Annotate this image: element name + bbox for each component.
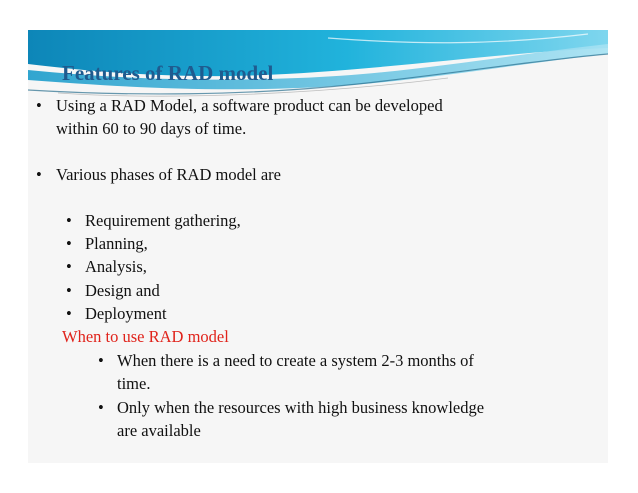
- when-point-1-line-2: time.: [117, 374, 151, 393]
- phase-item: Planning,: [85, 234, 148, 253]
- point-1-line-2: within 60 to 90 days of time.: [56, 119, 247, 138]
- point-2-line-1: Various phases of RAD model are: [56, 165, 281, 184]
- bullet-marker: •: [66, 234, 72, 253]
- when-to-use-heading: When to use RAD model: [62, 327, 229, 346]
- bullet-marker: •: [36, 165, 42, 184]
- phase-item: Deployment: [85, 304, 167, 323]
- slide-title: Features of RAD model: [62, 61, 274, 85]
- point-1-line-1: Using a RAD Model, a software product can be developed: [56, 96, 443, 115]
- bullet-marker: •: [98, 398, 104, 417]
- when-point-1-line-1: When there is a need to create a system 2-3 months of: [117, 351, 474, 370]
- phase-item: Requirement gathering,: [85, 211, 241, 230]
- when-point-2-line-2: are available: [117, 421, 201, 440]
- slide-content: [28, 30, 608, 463]
- bullet-marker: •: [66, 257, 72, 276]
- bullet-marker: •: [98, 351, 104, 370]
- bullet-marker: •: [66, 281, 72, 300]
- phase-item: Analysis,: [85, 257, 147, 276]
- slide: [28, 30, 608, 463]
- when-point-2-line-1: Only when the resources with high business knowledge: [117, 398, 485, 417]
- bullet-marker: •: [66, 211, 72, 230]
- phase-item: Design and: [85, 281, 160, 300]
- bullet-marker: •: [36, 96, 42, 115]
- bullet-marker: •: [66, 304, 72, 323]
